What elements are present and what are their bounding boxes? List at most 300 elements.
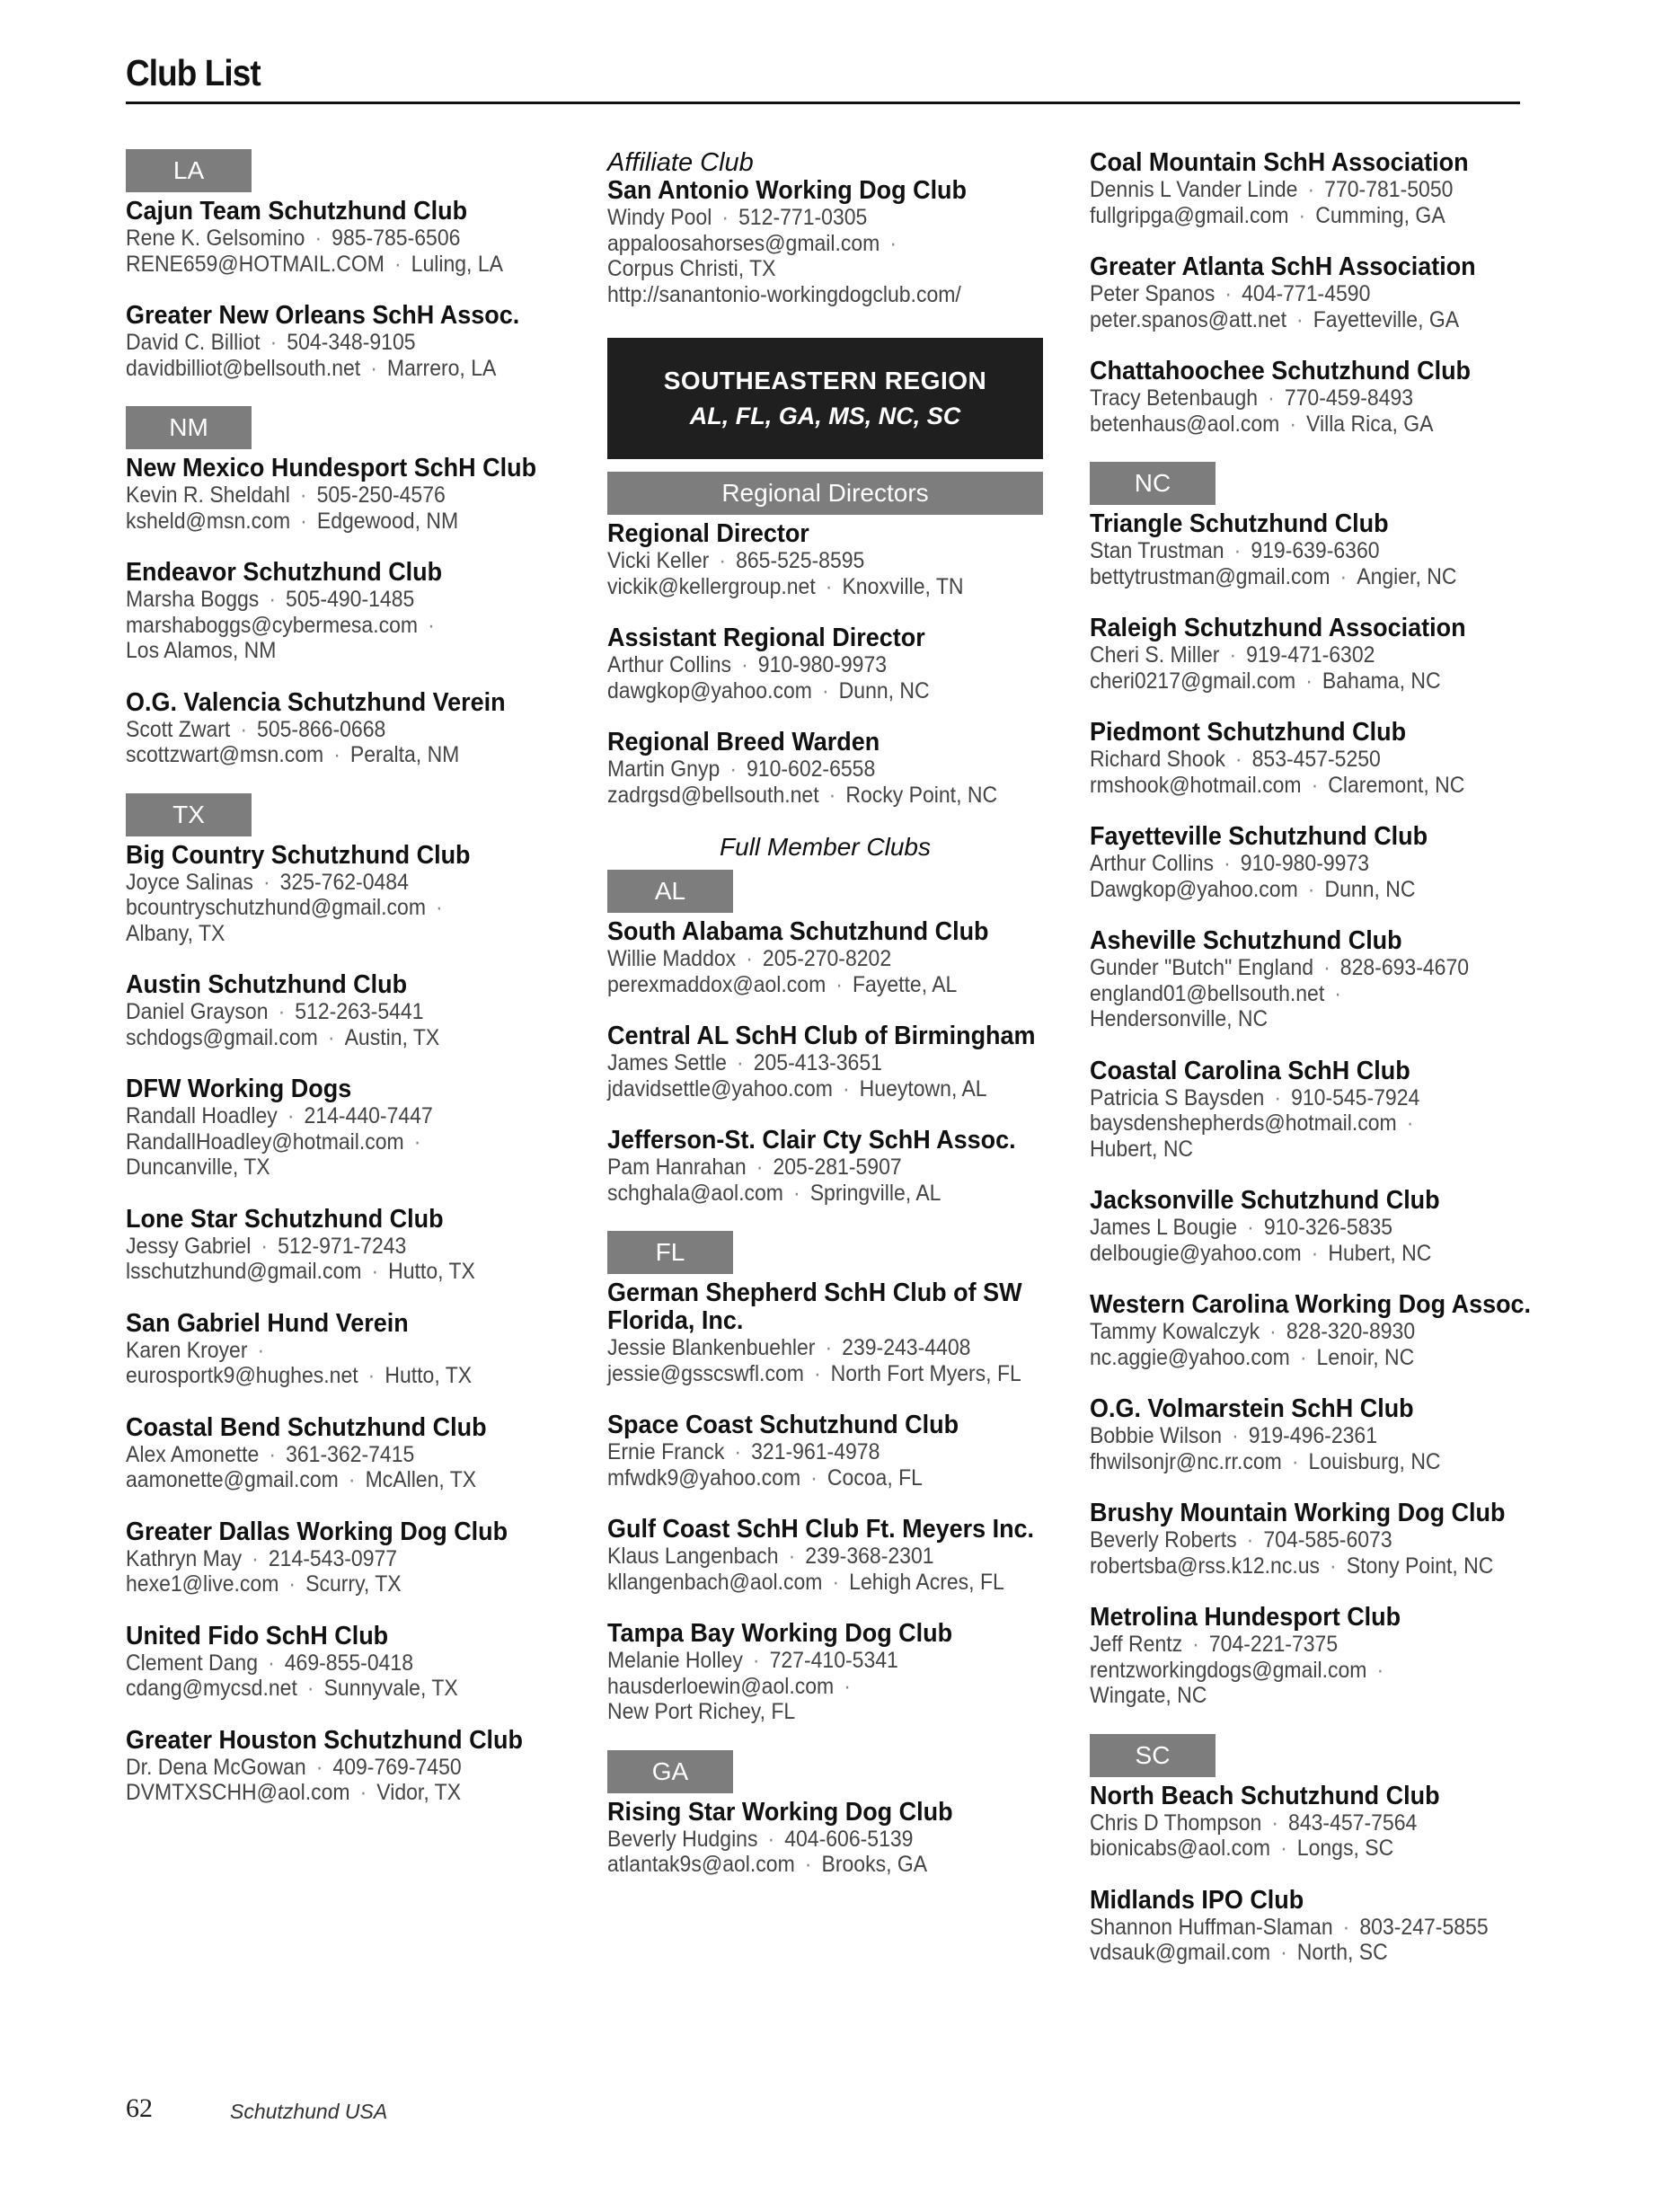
contact-line (1090, 851, 1503, 877)
contact-primary: Martin Gnyp (607, 757, 720, 782)
club-name: German Shepherd SchH Club of SW Florida, Inc. (607, 1279, 1022, 1335)
separator-dot: · (1224, 851, 1231, 876)
separator-dot: · (804, 1852, 812, 1877)
contact-secondary: 512-771-0305 (738, 205, 868, 230)
separator-dot: · (257, 1337, 265, 1363)
contact-primary: James L Bougie (1090, 1215, 1238, 1240)
contact-primary: Jessie Blankenbuehler (607, 1335, 816, 1360)
contact-line (126, 226, 523, 252)
contact-line (1090, 1137, 1503, 1163)
separator-dot: · (729, 757, 737, 782)
contact-secondary: 325-762-0484 (279, 869, 409, 895)
contact-line (607, 783, 1008, 809)
contact-line (607, 1699, 1008, 1725)
separator-dot: · (240, 716, 248, 742)
club-name: Greater Dallas Working Dog Club (126, 1517, 508, 1546)
contact-line (126, 999, 523, 1025)
contact-secondary: McAllen, TX (365, 1467, 477, 1492)
contact-line (607, 1155, 1008, 1181)
separator-dot: · (1339, 563, 1348, 589)
contact-line (607, 1544, 1008, 1570)
contact-primary: aamonette@gmail.com (126, 1467, 339, 1492)
club-name: South Alabama Schutzhund Club (607, 917, 989, 946)
contact-line (607, 1465, 1008, 1491)
contact-secondary: Knoxville, TN (842, 573, 964, 599)
separator-dot: · (428, 612, 435, 638)
contact-primary: Jessy Gabriel (126, 1233, 252, 1259)
col1-sections (126, 149, 557, 1806)
contact-secondary: 770-781-5050 (1324, 177, 1454, 202)
contact-line (126, 921, 523, 947)
contact-line (1090, 385, 1503, 411)
contact-line (1090, 1215, 1503, 1241)
club-entry (126, 1075, 557, 1181)
contact-primary: betenhaus@aol.com (1090, 411, 1280, 437)
club-name: Brushy Mountain Working Dog Club (1090, 1499, 1506, 1527)
contact-secondary: Marrero, LA (386, 355, 497, 381)
club-name: Big Country Schutzhund Club (126, 840, 471, 870)
contact-primary: bettytrustman@gmail.com (1090, 563, 1330, 589)
contact-secondary: Bahama, NC (1322, 668, 1441, 694)
club-name: Central AL SchH Club of Birmingham (607, 1022, 1036, 1050)
state-label-fl: FL (607, 1231, 733, 1274)
club-entry (607, 918, 1043, 997)
separator-dot: · (270, 330, 278, 355)
contact-primary: Bobbie Wilson (1090, 1423, 1223, 1448)
club-entry (126, 1310, 557, 1389)
contact-line (1090, 1241, 1503, 1267)
contact-secondary: 704-221-7375 (1208, 1632, 1339, 1657)
separator-dot: · (721, 205, 729, 230)
contact-line (607, 1852, 1008, 1878)
separator-dot: · (1246, 1527, 1254, 1553)
contact-primary: hexe1@live.com (126, 1571, 279, 1597)
column-3 (1090, 149, 1539, 1991)
title-rule (126, 102, 1520, 104)
contact-primary: Patricia S Baysden (1090, 1084, 1265, 1110)
publication-name: Schutzhund USA (230, 2100, 388, 2123)
club-name: Space Coast Schutzhund Club (607, 1411, 959, 1439)
contact-line (126, 1338, 523, 1364)
contact-primary: Tammy Kowalczyk (1090, 1319, 1260, 1344)
contact-line (126, 717, 523, 743)
contact-line (1090, 668, 1503, 695)
separator-dot: · (813, 1360, 821, 1386)
club-entry (126, 302, 557, 381)
contact-primary: Wingate, NC (1090, 1683, 1207, 1708)
state-label-tx: TX (126, 793, 252, 836)
contact-secondary: Lehigh Acres, FL (849, 1569, 1004, 1595)
contact-line (1090, 411, 1503, 438)
separator-dot: · (1274, 1084, 1282, 1110)
contact-secondary: Cumming, GA (1315, 202, 1445, 228)
contact-primary: Kathryn May (126, 1545, 243, 1571)
contact-line (126, 587, 523, 613)
contact-primary: Hubert, NC (1090, 1136, 1194, 1162)
contact-primary: vdsauk@gmail.com (1090, 1940, 1271, 1965)
contact-primary: cheri0217@gmail.com (1090, 668, 1296, 694)
contact-line (607, 1360, 1021, 1387)
contact-line (126, 870, 523, 896)
contact-line (126, 1780, 523, 1806)
contact-primary: scottzwart@msn.com (126, 742, 324, 767)
contact-secondary: 985-785-6506 (332, 226, 461, 251)
contact-line (1090, 1345, 1503, 1371)
club-name: Triangle Schutzhund Club (1090, 509, 1389, 538)
contact-line (126, 1259, 523, 1285)
separator-dot: · (1291, 1448, 1299, 1474)
state-label-nc: NC (1090, 462, 1216, 505)
separator-dot: · (1247, 1215, 1254, 1240)
contact-primary: bcountryschutzhund@gmail.com (126, 895, 427, 920)
contact-line (126, 1103, 523, 1129)
contact-primary: Alex Amonette (126, 1441, 260, 1467)
contact-secondary: Rocky Point, NC (845, 782, 998, 808)
contact-primary: Albany, TX (126, 920, 225, 946)
contact-secondary: 910-545-7924 (1291, 1084, 1420, 1110)
club-entry (1090, 1783, 1539, 1862)
club-name: Lone Star Schutzhund Club (126, 1204, 444, 1234)
contact-secondary: 505-866-0668 (257, 716, 386, 742)
contact-secondary: Hueytown, AL (859, 1075, 987, 1102)
contact-primary: Cheri S. Miller (1090, 642, 1220, 668)
contact-primary: atlantak9s@aol.com (607, 1852, 795, 1877)
contact-primary: Kevin R. Sheldahl (126, 482, 290, 508)
contact-primary: eurosportk9@hughes.net (126, 1363, 358, 1388)
separator-dot: · (278, 999, 286, 1024)
contact-line (1090, 1110, 1503, 1137)
contact-secondary: 919-471-6302 (1246, 642, 1375, 668)
contact-secondary: 504-348-9105 (287, 330, 416, 355)
contact-line (126, 1676, 523, 1702)
club-entry (1090, 615, 1539, 694)
separator-dot: · (1233, 538, 1242, 563)
separator-dot: · (268, 1650, 275, 1676)
separator-dot: · (1232, 1423, 1239, 1448)
contact-line (1090, 538, 1503, 564)
separator-dot: · (825, 1335, 833, 1360)
contact-line (126, 509, 523, 535)
contact-primary: Arthur Collins (607, 652, 732, 677)
contact-secondary: 205-281-5907 (773, 1155, 902, 1180)
contact-line (1090, 642, 1503, 668)
state-label-nm: NM (126, 406, 252, 449)
club-name: Regional Breed Warden (607, 728, 880, 757)
contact-secondary: Springville, AL (809, 1180, 942, 1206)
contact-secondary: Louisburg, NC (1308, 1448, 1441, 1474)
club-name: Gulf Coast SchH Club Ft. Meyers Inc. (607, 1515, 1035, 1544)
contact-line (1090, 1553, 1503, 1579)
contact-primary: Stan Trustman (1090, 538, 1224, 563)
separator-dot: · (1224, 281, 1233, 306)
separator-dot: · (436, 895, 443, 920)
contact-line (1090, 1527, 1503, 1553)
separator-dot: · (300, 508, 307, 534)
contact-primary: zadrgsd@bellsouth.net (607, 782, 819, 808)
state-label-sc: SC (1090, 1734, 1216, 1777)
club-entry (607, 1279, 1043, 1386)
separator-dot: · (842, 1075, 850, 1102)
region-title: SOUTHEASTERN REGION (663, 367, 987, 394)
club-entry (607, 1620, 1043, 1725)
contact-secondary: Cocoa, FL (827, 1464, 923, 1491)
club-name: San Antonio Working Dog Club (607, 176, 968, 205)
club-entry (1090, 927, 1539, 1032)
club-entry (126, 842, 557, 947)
separator-dot: · (793, 1180, 800, 1206)
contact-primary: kllangenbach@aol.com (607, 1569, 823, 1595)
separator-dot: · (315, 1754, 323, 1780)
contact-line (126, 1650, 523, 1677)
state-label-al: AL (607, 870, 733, 913)
contact-primary: rmshook@hotmail.com (1090, 772, 1302, 798)
contact-line (1090, 877, 1503, 903)
contact-line (1090, 747, 1503, 773)
separator-dot: · (810, 1464, 818, 1491)
contact-line (607, 1674, 1008, 1700)
separator-dot: · (756, 1155, 764, 1180)
separator-dot: · (1299, 1344, 1307, 1370)
contact-line (1090, 981, 1503, 1007)
contact-primary: Clement Dang (126, 1650, 259, 1676)
separator-dot: · (393, 251, 402, 277)
contact-secondary: 512-971-7243 (278, 1233, 407, 1259)
contact-secondary: 803-247-5855 (1359, 1914, 1489, 1940)
contact-secondary: 910-326-5835 (1263, 1215, 1393, 1240)
contact-line (126, 742, 523, 768)
contact-secondary: Hutto, TX (385, 1363, 473, 1388)
contact-line (1090, 1915, 1503, 1941)
contact-secondary: Luling, LA (411, 251, 503, 277)
contact-primary: cdang@mycsd.net (126, 1676, 297, 1701)
separator-dot: · (1296, 306, 1304, 332)
contact-primary: bionicabs@aol.com (1090, 1836, 1271, 1861)
club-entry (126, 689, 557, 768)
separator-dot: · (314, 226, 323, 251)
contact-line (1090, 1449, 1503, 1475)
club-name: Raleigh Schutzhund Association (1090, 614, 1466, 642)
contact-primary: Rene K. Gelsomino (126, 226, 305, 251)
contact-primary: RandallHoadley@hotmail.com (126, 1128, 404, 1155)
contact-secondary: Claremont, NC (1328, 772, 1465, 798)
separator-dot: · (1234, 747, 1242, 772)
contact-line (607, 972, 1008, 998)
contact-secondary: Dunn, NC (838, 677, 930, 703)
separator-dot: · (719, 548, 727, 573)
separator-dot: · (1192, 1632, 1199, 1657)
contact-secondary: 919-639-6360 (1251, 538, 1380, 563)
contact-line (1090, 564, 1503, 590)
contact-primary: Los Alamos, NM (126, 638, 277, 663)
contact-secondary: 704-585-6073 (1263, 1527, 1392, 1553)
separator-dot: · (1334, 980, 1341, 1006)
club-entry (1090, 149, 1539, 228)
contact-primary: Vicki Keller (607, 548, 710, 573)
club-name: O.G. Volmarstein SchH Club (1090, 1394, 1414, 1423)
contact-primary: jessie@gsscswfl.com (607, 1360, 804, 1386)
contact-secondary: North, SC (1296, 1940, 1388, 1965)
contact-line (1090, 1810, 1503, 1836)
contact-secondary: Fayette, AL (852, 971, 958, 997)
contact-primary: Windy Pool (607, 205, 712, 230)
contact-primary: Tracy Betenbaugh (1090, 385, 1259, 411)
contact-line (126, 356, 523, 382)
club-entry (1090, 1291, 1539, 1370)
contact-line (126, 1363, 523, 1389)
contact-line (1090, 955, 1503, 981)
club-name: Jefferson-St. Clair Cty SchH Assoc. (607, 1126, 1016, 1155)
separator-dot: · (889, 230, 897, 256)
contact-secondary: Longs, SC (1296, 1836, 1394, 1861)
separator-dot: · (1406, 1110, 1414, 1136)
state-label-la: LA (126, 149, 252, 192)
separator-dot: · (1323, 955, 1330, 980)
contact-primary: vickik@kellergroup.net (607, 573, 816, 599)
ga-continued-list (1090, 149, 1539, 437)
separator-dot: · (825, 573, 833, 599)
contact-line (607, 282, 1008, 308)
contact-secondary: 404-771-4590 (1242, 281, 1371, 306)
contact-secondary: 469-855-0418 (284, 1650, 414, 1676)
separator-dot: · (367, 1363, 376, 1388)
club-name: Rising Star Working Dog Club (607, 1797, 953, 1827)
separator-dot: · (327, 1024, 335, 1050)
club-name: Assistant Regional Director (607, 624, 925, 652)
contact-primary: perexmaddox@aol.com (607, 971, 827, 997)
contact-primary: Pam Hanrahan (607, 1155, 747, 1180)
contact-primary: robertsba@rss.k12.nc.us (1090, 1553, 1321, 1579)
contact-secondary: 214-543-0977 (268, 1545, 398, 1571)
contact-primary: nc.aggie@yahoo.com (1090, 1344, 1290, 1370)
separator-dot: · (788, 1544, 796, 1569)
contact-line (607, 205, 1008, 231)
club-entry (607, 1411, 1043, 1491)
contact-primary: schghala@aol.com (607, 1180, 783, 1206)
separator-dot: · (348, 1467, 356, 1492)
directors-bar: Regional Directors (607, 472, 1043, 515)
separator-dot: · (746, 946, 753, 971)
contact-primary: rentzworkingdogs@gmail.com (1090, 1657, 1367, 1683)
separator-dot: · (1229, 642, 1237, 668)
club-name: Greater Atlanta SchH Association (1090, 252, 1476, 281)
contact-primary: Ernie Franck (607, 1439, 725, 1464)
affiliate-label: Affiliate Club (607, 148, 754, 177)
club-entry (126, 1623, 557, 1702)
club-name: Coal Mountain SchH Association (1090, 148, 1469, 177)
separator-dot: · (821, 677, 829, 703)
club-entry (1090, 253, 1539, 332)
contact-primary: Corpus Christi, TX (607, 256, 776, 281)
separator-dot: · (1280, 1836, 1287, 1861)
contact-secondary: 828-320-8930 (1286, 1319, 1416, 1344)
club-entry (1090, 1887, 1539, 1966)
separator-dot: · (1289, 411, 1297, 437)
separator-dot: · (1376, 1657, 1384, 1683)
club-entry (1090, 1500, 1539, 1579)
full-member-label: Full Member Clubs (720, 833, 931, 861)
contact-primary: http://sanantonio-workingdogclub.com/ (607, 281, 961, 307)
page-title: Club List (126, 52, 261, 93)
club-name: San Gabriel Hund Verein (126, 1308, 409, 1338)
club-entry (607, 177, 1043, 307)
contact-primary: Dr. Dena McGowan (126, 1754, 306, 1780)
contact-secondary: Scurry, TX (305, 1571, 402, 1597)
contact-primary: Karen Kroyer (126, 1337, 248, 1363)
contact-primary: england01@bellsouth.net (1090, 980, 1325, 1006)
separator-dot: · (370, 355, 377, 381)
contact-line (126, 482, 523, 509)
contact-primary: Klaus Langenbach (607, 1544, 779, 1569)
club-name: North Beach Schutzhund Club (1090, 1781, 1440, 1810)
contact-secondary: 505-250-4576 (316, 482, 446, 508)
directors-list (607, 520, 1043, 808)
club-name: DFW Working Dogs (126, 1075, 352, 1103)
contact-primary: mfwdk9@yahoo.com (607, 1464, 801, 1491)
club-name: Coastal Bend Schutzhund Club (126, 1412, 487, 1442)
club-entry (607, 1022, 1043, 1102)
separator-dot: · (1342, 1914, 1350, 1940)
contact-line (607, 1076, 1008, 1102)
club-name: Cajun Team Schutzhund Club (126, 197, 468, 226)
contact-line (607, 256, 1008, 282)
club-entry (1090, 1395, 1539, 1474)
separator-dot: · (1305, 668, 1313, 694)
club-entry (607, 1799, 1043, 1878)
contact-secondary: 843-457-7564 (1288, 1809, 1418, 1836)
contact-primary: Arthur Collins (1090, 851, 1215, 876)
contact-line (1090, 1632, 1503, 1658)
separator-dot: · (1311, 1240, 1319, 1266)
contact-secondary: Edgewood, NM (316, 508, 459, 534)
contact-line (1090, 281, 1503, 307)
separator-dot: · (734, 1439, 742, 1464)
club-entry (607, 624, 1043, 703)
contact-line (126, 1234, 523, 1260)
separator-dot: · (752, 1648, 760, 1673)
club-name: Chattahoochee Schutzhund Club (1090, 357, 1472, 385)
contact-secondary: North Fort Myers, FL (830, 1360, 1021, 1386)
separator-dot: · (1280, 1940, 1287, 1965)
contact-primary: New Port Richey, FL (607, 1699, 796, 1724)
club-name: Greater Houston Schutzhund Club (126, 1725, 524, 1755)
contact-line (1090, 1683, 1503, 1709)
contact-primary: DVMTXSCHH@aol.com (126, 1780, 350, 1805)
contact-secondary: 919-496-2361 (1248, 1423, 1378, 1448)
contact-primary: schdogs@gmail.com (126, 1024, 318, 1050)
page-number: 62 (126, 2093, 153, 2123)
separator-dot: · (1271, 1809, 1279, 1836)
club-entry (1090, 1187, 1539, 1266)
club-name: O.G. Valencia Schutzhund Verein (126, 687, 506, 717)
contact-secondary: 770-459-8493 (1284, 385, 1414, 411)
club-name: Asheville Schutzhund Club (1090, 926, 1402, 955)
separator-dot: · (844, 1673, 851, 1699)
contact-secondary: Hutto, TX (388, 1259, 475, 1284)
contact-line (126, 895, 523, 921)
separator-dot: · (832, 1569, 840, 1595)
separator-dot: · (252, 1545, 259, 1571)
club-entry (126, 198, 557, 277)
separator-dot: · (767, 1826, 775, 1852)
contact-secondary: 828-693-4670 (1339, 955, 1470, 980)
club-entry (126, 559, 557, 664)
separator-dot: · (1311, 772, 1319, 798)
contact-line (1090, 1006, 1503, 1032)
contact-secondary: 361-362-7415 (286, 1441, 415, 1467)
state-label-ga: GA (607, 1750, 733, 1793)
contact-line (607, 231, 1008, 257)
contact-primary: Dawgkop@yahoo.com (1090, 876, 1298, 902)
